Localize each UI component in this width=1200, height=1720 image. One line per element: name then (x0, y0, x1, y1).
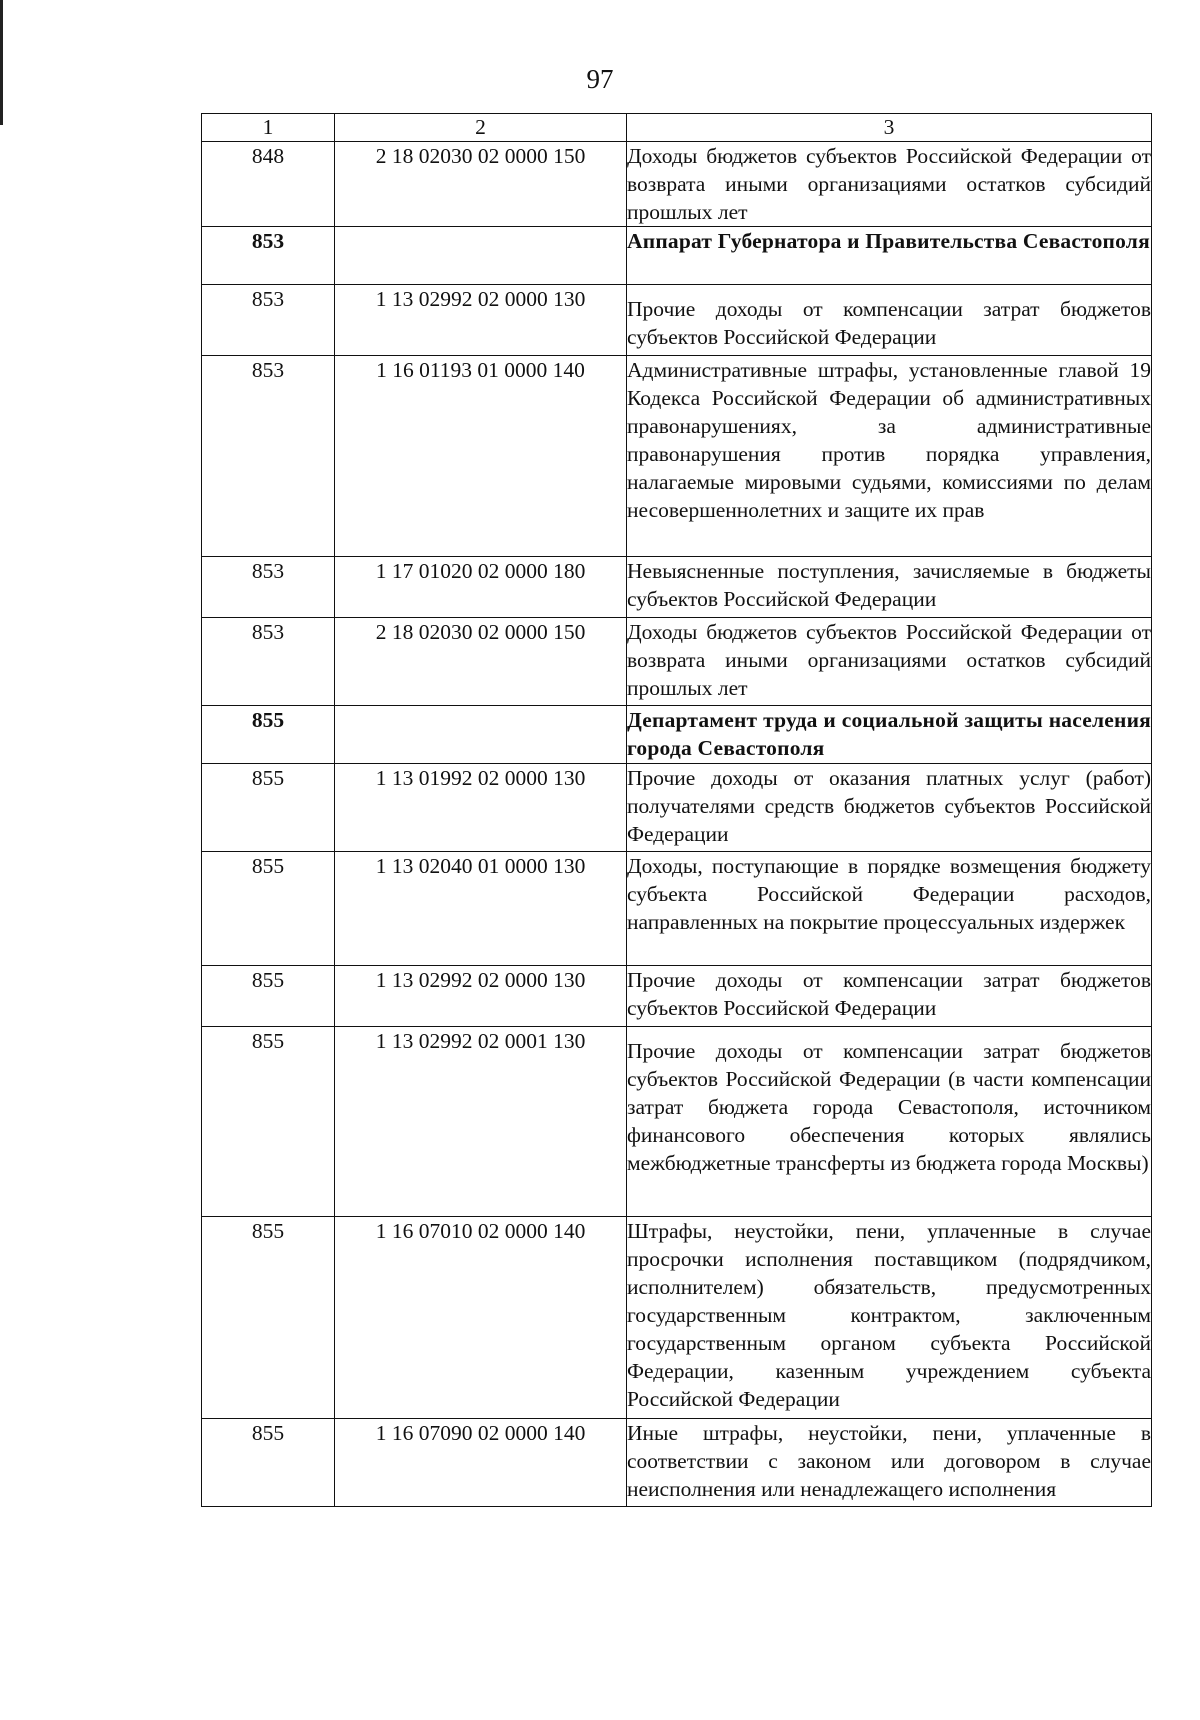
page-number: 97 (586, 64, 614, 94)
table-row (202, 1217, 1152, 1419)
table-row (202, 1419, 1152, 1507)
table-header-row (202, 114, 1152, 142)
revenue-code (335, 706, 627, 764)
admin-code: 853 (202, 356, 335, 557)
revenue-code: 1 13 02992 02 0000 130 (335, 285, 627, 356)
admin-code: 853 (202, 285, 335, 356)
revenue-code: 1 13 02040 01 0000 130 (335, 852, 627, 966)
admin-code: 855 (202, 706, 335, 764)
table-row-administrator (202, 706, 1152, 764)
column-header-3: 3 (627, 114, 1152, 142)
revenue-description: Прочие доходы от компенсации затрат бюджетов субъектов Российской Федерации (627, 966, 1152, 1027)
admin-code: 855 (202, 1217, 335, 1419)
revenue-code: 1 13 02992 02 0000 130 (335, 966, 627, 1027)
revenue-code: 2 18 02030 02 0000 150 (335, 142, 627, 227)
revenue-description: Административные штрафы, установленные главой 19 Кодекса Российской Федерации об административных правонарушениях, за административные правонарушения против порядка управления, налагаемые мировыми судьями, комиссиями по делам несовершеннолетних и защите их прав (627, 356, 1152, 557)
table-row (202, 142, 1152, 227)
admin-code: 855 (202, 1419, 335, 1507)
table-row (202, 356, 1152, 557)
revenue-description: Невыясненные поступления, зачисляемые в бюджеты субъектов Российской Федерации (627, 557, 1152, 618)
revenue-description: Прочие доходы от компенсации затрат бюджетов субъектов Российской Федерации (627, 285, 1152, 356)
admin-code: 853 (202, 227, 335, 285)
revenue-description: Иные штрафы, неустойки, пени, уплаченные в соответствии с законом или договором в случае неисполнения или ненадлежащего исполнения (627, 1419, 1152, 1507)
admin-code: 855 (202, 764, 335, 852)
admin-code: 855 (202, 1027, 335, 1217)
revenue-code: 1 16 07090 02 0000 140 (335, 1419, 627, 1507)
administrator-name: Департамент труда и социальной защиты населения города Севастополя (627, 706, 1152, 764)
table-row (202, 618, 1152, 706)
administrator-name: Аппарат Губернатора и Правительства Севастополя (627, 227, 1152, 285)
table-row (202, 764, 1152, 852)
revenue-code (335, 227, 627, 285)
revenue-code: 1 13 02992 02 0001 130 (335, 1027, 627, 1217)
table-row (202, 285, 1152, 356)
table-row (202, 557, 1152, 618)
revenue-description: Доходы бюджетов субъектов Российской Федерации от возврата иными организациями остатков субсидий прошлых лет (627, 142, 1152, 227)
admin-code: 855 (202, 966, 335, 1027)
revenue-description: Прочие доходы от оказания платных услуг (работ) получателями средств бюджетов субъектов Российской Федерации (627, 764, 1152, 852)
table-row (202, 966, 1152, 1027)
revenue-code: 1 16 01193 01 0000 140 (335, 356, 627, 557)
table-row (202, 852, 1152, 966)
revenue-description: Штрафы, неустойки, пени, уплаченные в случае просрочки исполнения поставщиком (подрядчиком, исполнителем) обязательств, предусмотренных государственным контрактом, заключенным государственным органом субъекта Российской Федерации, казенным учреждением субъекта Российской Федерации (627, 1217, 1152, 1419)
revenue-description: Доходы бюджетов субъектов Российской Федерации от возврата иными организациями остатков субсидий прошлых лет (627, 618, 1152, 706)
scan-edge-mark (0, 0, 3, 125)
revenue-code: 1 17 01020 02 0000 180 (335, 557, 627, 618)
admin-code: 853 (202, 618, 335, 706)
revenue-code: 2 18 02030 02 0000 150 (335, 618, 627, 706)
revenue-description: Прочие доходы от компенсации затрат бюджетов субъектов Российской Федерации (в части компенсации затрат бюджета города Севастополя, источником финансового обеспечения которых являлись межбюджетные трансферты из бюджета города Москвы) (627, 1027, 1152, 1217)
revenue-code: 1 13 01992 02 0000 130 (335, 764, 627, 852)
admin-code: 848 (202, 142, 335, 227)
revenue-description: Доходы, поступающие в порядке возмещения бюджету субъекта Российской Федерации расходов, направленных на покрытие процессуальных издержек (627, 852, 1152, 966)
column-header-2: 2 (335, 114, 627, 142)
revenue-codes-table (201, 113, 1152, 1507)
admin-code: 855 (202, 852, 335, 966)
admin-code: 853 (202, 557, 335, 618)
column-header-1: 1 (202, 114, 335, 142)
table-row (202, 1027, 1152, 1217)
table-row-administrator (202, 227, 1152, 285)
revenue-code: 1 16 07010 02 0000 140 (335, 1217, 627, 1419)
